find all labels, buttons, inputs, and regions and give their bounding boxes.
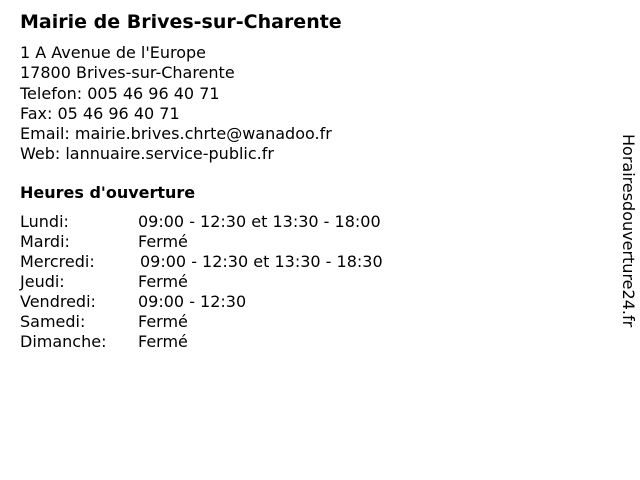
day-hours: 09:00 - 12:30 et 13:30 - 18:00	[138, 211, 381, 231]
opening-hours-card	[20, 9, 600, 352]
page-title: Mairie de Brives-sur-Charente	[20, 11, 342, 33]
hours-row-lundi	[20, 212, 600, 232]
day-hours: Fermé	[138, 272, 188, 292]
day-label: Jeudi:	[20, 272, 65, 292]
hours-row-mercredi	[20, 252, 600, 272]
hours-row-dimanche	[20, 332, 600, 352]
day-hours: Fermé	[138, 332, 188, 352]
phone-line: Telefon: 005 46 96 40 71	[20, 83, 220, 103]
street-address: 1 A Avenue de l'Europe	[20, 43, 207, 62]
day-label: Mercredi:	[20, 251, 95, 271]
hours-row-samedi	[20, 312, 600, 332]
day-label: Samedi:	[20, 312, 86, 332]
hours-row-vendredi	[20, 292, 600, 312]
web-line: Web: lannuaire.service-public.fr	[20, 144, 274, 164]
hours-table	[20, 212, 600, 353]
city-address: 17800 Brives-sur-Charente	[20, 63, 235, 83]
watermark-logo	[612, 134, 638, 346]
hours-heading: Heures d'ouverture	[20, 182, 196, 202]
fax-line: Fax: 05 46 96 40 71	[20, 103, 180, 123]
hours-row-mardi	[20, 232, 600, 252]
day-label: Dimanche:	[20, 332, 107, 352]
day-hours: Fermé	[138, 312, 188, 332]
address-block	[20, 43, 600, 165]
watermark-text: Horairesdouverture24.fr	[619, 134, 638, 328]
day-label: Mardi:	[20, 231, 70, 251]
day-label: Lundi:	[20, 211, 69, 231]
day-hours: 09:00 - 12:30 et 13:30 - 18:30	[140, 251, 383, 271]
email-line: Email: mairie.brives.chrte@wanadoo.fr	[20, 124, 332, 144]
day-hours: 09:00 - 12:30	[138, 292, 247, 312]
day-label: Vendredi:	[20, 292, 96, 312]
hours-row-jeudi	[20, 272, 600, 292]
day-hours: Fermé	[138, 231, 188, 251]
